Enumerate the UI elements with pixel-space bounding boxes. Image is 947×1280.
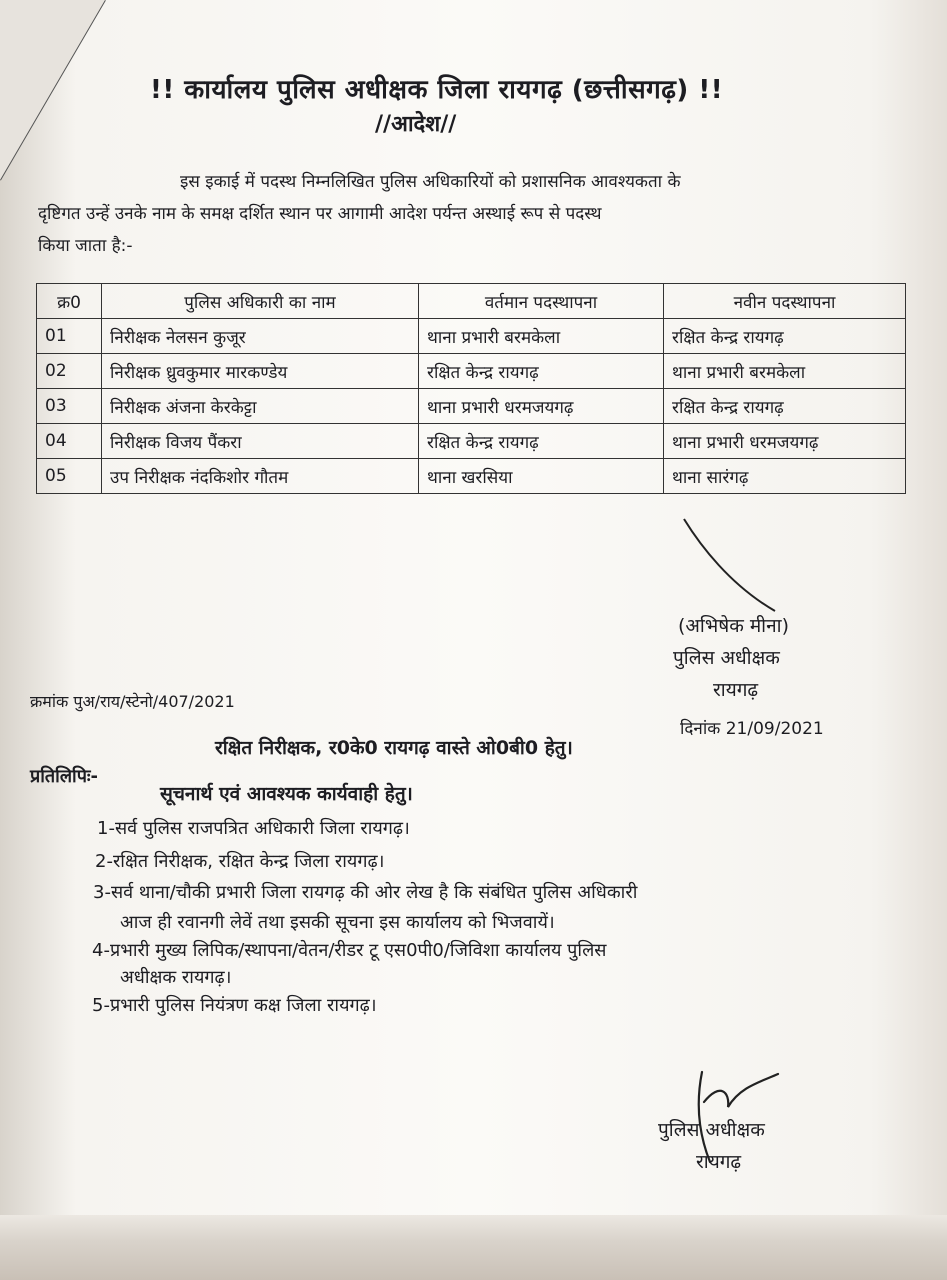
- signatory-designation: पुलिस अधीक्षक: [658, 1119, 765, 1141]
- copy-to-purpose: सूचनार्थ एवं आवश्यक कार्यवाही हेतु।: [160, 783, 413, 805]
- background-surface: [0, 1215, 947, 1280]
- copy-list-item: 2-रक्षित निरीक्षक, रक्षित केन्द्र जिला रायगढ़।: [95, 851, 385, 872]
- intro-line: दृष्टिगत उन्हें उनके नाम के समक्ष दर्शित स्थान पर आगामी आदेश पर्यन्त अस्थाई रूप से पदस्थ: [38, 204, 602, 224]
- forwarding-line: रक्षित निरीक्षक, र0के0 रायगढ़ वास्ते ओ0बी0 हेतु।: [215, 737, 573, 759]
- signatory-place: रायगढ़: [713, 679, 759, 701]
- cell-new-posting: रक्षित केन्द्र रायगढ़: [664, 389, 906, 424]
- copy-list-item: 4-प्रभारी मुख्य लिपिक/स्थापना/वेतन/रीडर टू एस0पी0/जिविशा कार्यालय पुलिस: [92, 940, 607, 961]
- intro-line: किया जाता है:-: [38, 236, 133, 256]
- signatory-designation: पुलिस अधीक्षक: [673, 647, 780, 669]
- order-date: दिनांक 21/09/2021: [680, 719, 824, 739]
- cell-current-posting: थाना प्रभारी धरमजयगढ़: [419, 389, 664, 424]
- order-heading: //आदेश//: [375, 112, 457, 137]
- cell-serial: 05: [37, 459, 102, 494]
- cell-serial: 03: [37, 389, 102, 424]
- office-title: !! कार्यालय पुलिस अधीक्षक जिला रायगढ़ (छत्तीसगढ़) !!: [150, 75, 724, 105]
- cell-serial: 01: [37, 319, 102, 354]
- signatory-place: रायगढ़: [696, 1151, 742, 1173]
- paper-fold-edge: [0, 0, 120, 200]
- signatory-name: (अभिषेक मीना): [678, 615, 789, 637]
- reference-number: क्रमांक पुअ/राय/स्टेनो/407/2021: [30, 692, 235, 711]
- intro-line: इस इकाई में पदस्थ निम्नलिखित पुलिस अधिकारियों को प्रशासनिक आवश्यकता के: [180, 172, 681, 192]
- table-row: [37, 389, 906, 424]
- cell-current-posting: रक्षित केन्द्र रायगढ़: [419, 424, 664, 459]
- copy-list-item-continued: आज ही रवानगी लेवें तथा इसकी सूचना इस कार्यालय को भिजवायें।: [120, 912, 555, 933]
- signature-mark: [680, 515, 790, 615]
- table-row: [37, 424, 906, 459]
- copy-list-item: 3-सर्व थाना/चौकी प्रभारी जिला रायगढ़ की ओर लेख है कि संबंधित पुलिस अधिकारी: [93, 882, 638, 903]
- cell-officer-name: उप निरीक्षक नंदकिशोर गौतम: [102, 459, 419, 494]
- table-row: [37, 354, 906, 389]
- copy-to-label: प्रतिलिपिः-: [30, 766, 99, 787]
- table-header-row: [37, 284, 906, 319]
- transfer-table: [36, 283, 906, 494]
- cell-new-posting: थाना प्रभारी बरमकेला: [664, 354, 906, 389]
- copy-list-item: 1-सर्व पुलिस राजपत्रित अधिकारी जिला रायगढ़।: [97, 818, 410, 839]
- copy-list-item-continued: अधीक्षक रायगढ़।: [120, 967, 232, 988]
- copy-list-item: 5-प्रभारी पुलिस नियंत्रण कक्ष जिला रायगढ़।: [92, 995, 377, 1016]
- col-header-officer-name: पुलिस अधिकारी का नाम: [102, 284, 419, 319]
- cell-officer-name: निरीक्षक अंजना केरकेट्टा: [102, 389, 419, 424]
- cell-new-posting: थाना सारंगढ़: [664, 459, 906, 494]
- cell-current-posting: थाना प्रभारी बरमकेला: [419, 319, 664, 354]
- table-row: [37, 319, 906, 354]
- cell-current-posting: थाना खरसिया: [419, 459, 664, 494]
- cell-officer-name: निरीक्षक विजय पैंकरा: [102, 424, 419, 459]
- col-header-serial: क्र0: [37, 284, 102, 319]
- cell-officer-name: निरीक्षक ध्रुवकुमार मारकण्डेय: [102, 354, 419, 389]
- cell-serial: 04: [37, 424, 102, 459]
- cell-officer-name: निरीक्षक नेलसन कुजूर: [102, 319, 419, 354]
- table-row: [37, 459, 906, 494]
- cell-serial: 02: [37, 354, 102, 389]
- cell-current-posting: रक्षित केन्द्र रायगढ़: [419, 354, 664, 389]
- cell-new-posting: रक्षित केन्द्र रायगढ़: [664, 319, 906, 354]
- cell-new-posting: थाना प्रभारी धरमजयगढ़: [664, 424, 906, 459]
- col-header-current-posting: वर्तमान पदस्थापना: [419, 284, 664, 319]
- col-header-new-posting: नवीन पदस्थापना: [664, 284, 906, 319]
